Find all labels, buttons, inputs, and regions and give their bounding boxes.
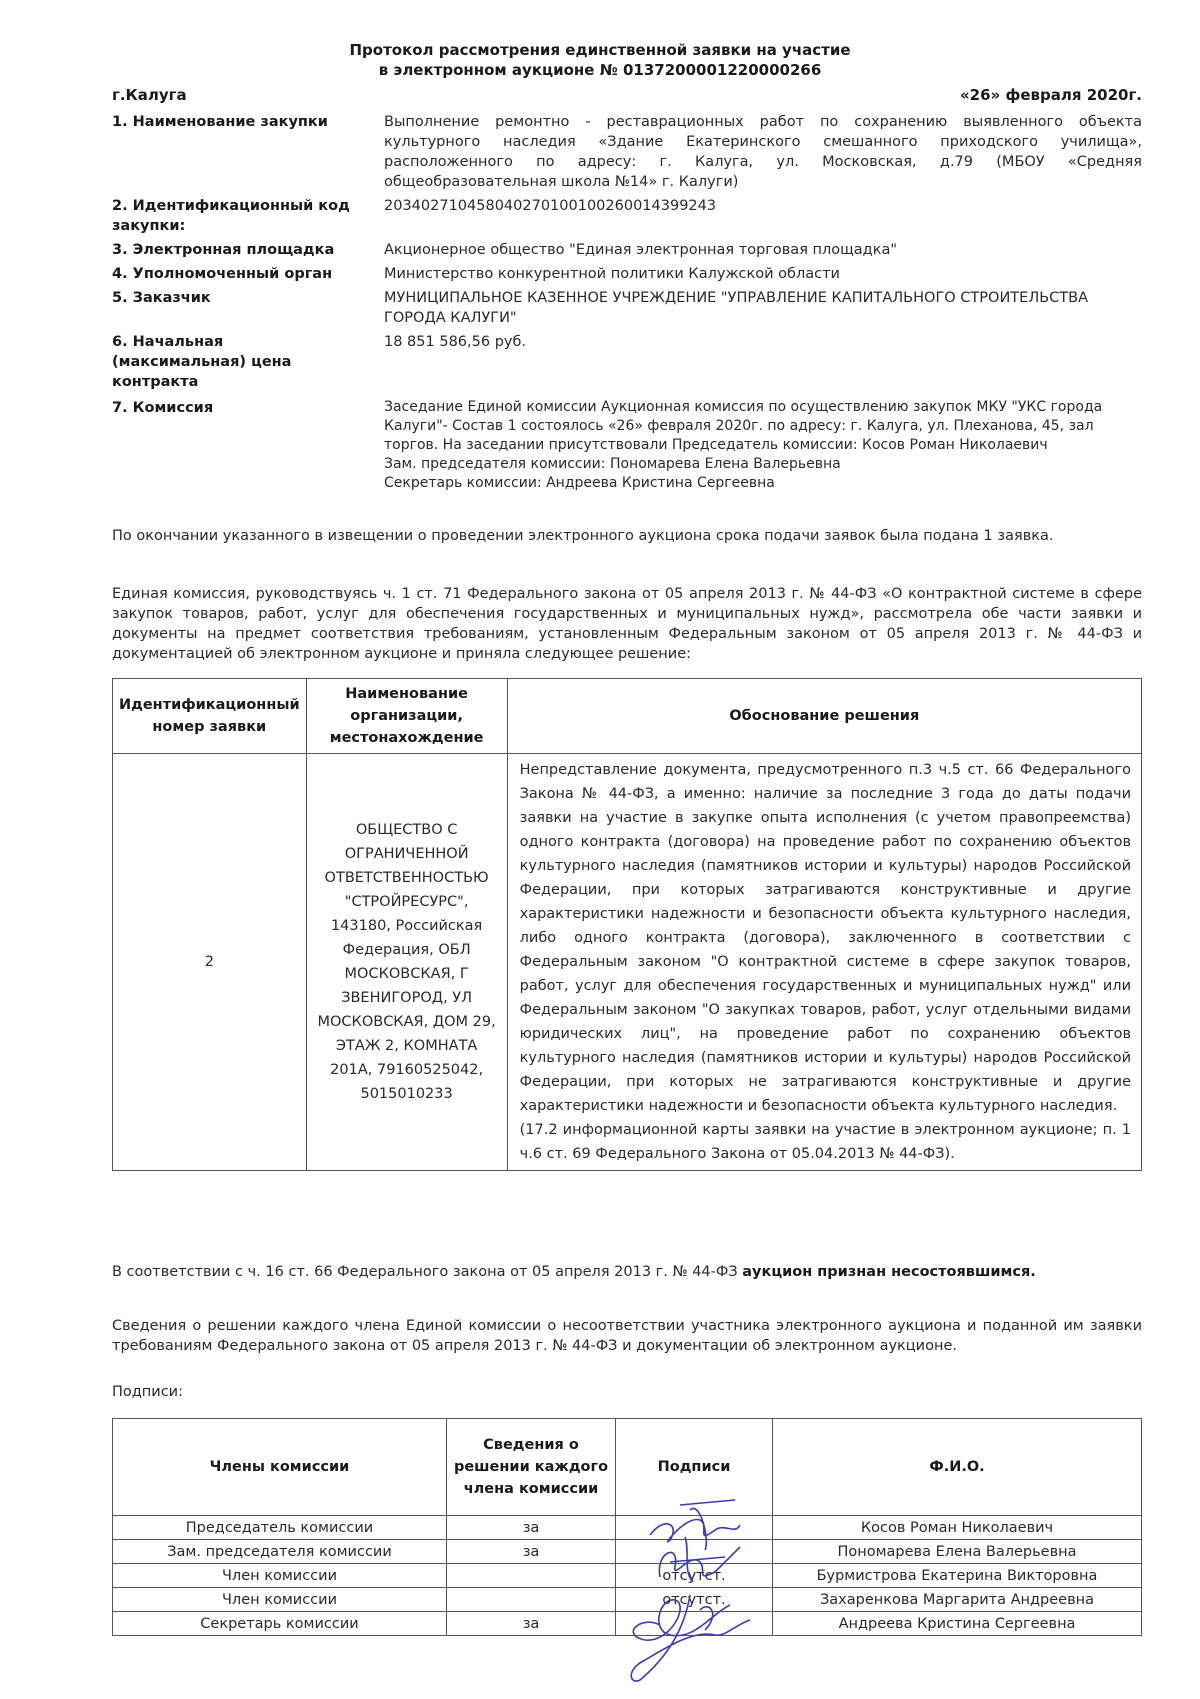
field-value [384, 264, 1142, 284]
field-label: 1. Наименование закупки [112, 114, 328, 130]
column-header-members: Члены комиссии [113, 1419, 447, 1516]
column-header-decision: Сведения о решении каждого члена комиссии [447, 1419, 616, 1516]
field-commission [112, 398, 1142, 493]
field-value [384, 240, 1142, 260]
field-label: 4. Уполномоченный орган [112, 266, 333, 282]
table-row [113, 1516, 1142, 1540]
field-value [384, 196, 1142, 236]
field-value-line: 203402710458040270100100260014399243 [384, 198, 717, 214]
member-signature: отсутст. [616, 1564, 773, 1588]
column-header-reason: Обоснование решения [507, 679, 1141, 754]
member-role: Зам. председателя комиссии [113, 1540, 447, 1564]
reason-reference: (17.2 информационной карты заявки на участие в электронном аукционе; п. 1 ч.6 ст. 69 Федерального Закона от 05.04.2013 № 44-ФЗ). [519, 1122, 1131, 1162]
city: г.Калуга [112, 86, 187, 104]
signatures-table [112, 1418, 1142, 1636]
field-value-line: Зам. председателя комиссии: Пономарева Елена Валерьевна [384, 456, 841, 472]
field-value [384, 332, 1142, 392]
member-decision: за [447, 1516, 616, 1540]
member-role: Член комиссии [113, 1564, 447, 1588]
member-decision: за [447, 1540, 616, 1564]
member-signature [616, 1516, 773, 1540]
member-name: Захаренкова Маргарита Андреевна [773, 1588, 1142, 1612]
field-label: 2. Идентификационный код закупки: [112, 198, 350, 234]
field-value [384, 288, 1142, 328]
field-value-line: МУНИЦИПАЛЬНОЕ КАЗЕННОЕ УЧРЕЖДЕНИЕ "УПРАВЛЕНИЕ КАПИТАЛЬНОГО СТРОИТЕЛЬСТВА ГОРОДА КАЛУГИ" [384, 290, 1089, 326]
reason-text: Непредставление документа, предусмотренного п.3 ч.5 ст. 66 Федерального Закона № 44-ФЗ, а именно: наличие за последние 3 года до даты подачи заявки на участие в закупке опыта исполнения (с учетом правопреемства) одного контракта (договора) на проведение работ по сохранению объектов культурного наследия (памятников истории и культуры) народов Российской Федерации, при которых затрагиваются конструктивные и другие характеристики надежности и безопасности объекта культурного наследия, либо одного контракта (договора), заключенного в соответствии с Федеральным законом "О контрактной системе в сфере закупок товаров, работ, услуг для обеспечения государственных и муниципальных нужд" или Федеральным законом "О закупках товаров, работ, услуг отдельными видами юридических лиц", на проведение работ по сохранению объектов культурного наследия (памятников истории и культуры) народов Российской Федерации, при которых не затрагиваются конструктивные и другие характеристики надежности и безопасности объекта культурного наследия. [519, 762, 1131, 1114]
document-title [0, 40, 1200, 80]
field-authorized-body [112, 264, 1142, 284]
field-label: 5. Заказчик [112, 290, 211, 306]
member-signature [616, 1612, 773, 1636]
member-role: Член комиссии [113, 1588, 447, 1612]
decision-reason [507, 754, 1141, 1171]
field-value [384, 398, 1142, 493]
organization-name: ОБЩЕСТВО С ОГРАНИЧЕННОЙ ОТВЕТСТВЕННОСТЬЮ "СТРОЙРЕСУРС", 143180, Российская Федерация, ОБЛ МОСКОВСКАЯ, Г ЗВЕНИГОРОД, УЛ МОСКОВСКАЯ, ДОМ 29, ЭТАЖ 2, КОМНАТА 201А, 79160525042, 5015010233 [306, 754, 507, 1171]
column-header-signatures: Подписи [616, 1419, 773, 1516]
field-electronic-platform [112, 240, 1142, 260]
application-id: 2 [113, 754, 307, 1171]
signatures-label: Подписи: [112, 1384, 183, 1400]
member-name: Андреева Кристина Сергеевна [773, 1612, 1142, 1636]
member-name: Бурмистрова Екатерина Викторовна [773, 1564, 1142, 1588]
result-paragraph [112, 1262, 1142, 1282]
field-value [384, 112, 1142, 192]
table-row [113, 1540, 1142, 1564]
field-identification-code [112, 196, 1142, 236]
field-customer [112, 288, 1142, 328]
member-decision [447, 1564, 616, 1588]
column-header-organization: Наименование организации, местонахождение [306, 679, 507, 754]
member-name: Пономарева Елена Валерьевна [773, 1540, 1142, 1564]
table-row [113, 754, 1142, 1171]
column-header-application-id: Идентификационный номер заявки [113, 679, 307, 754]
members-info-paragraph: Сведения о решении каждого члена Единой комиссии о несоответствии участника электронного аукциона и поданной им заявки требованиям Федерального закона от 05 апреля 2013 г. № 44-ФЗ и документации об электронном аукционе. [112, 1318, 1142, 1354]
field-value-line: Акционерное общество "Единая электронная торговая площадка" [384, 242, 898, 258]
member-name: Косов Роман Николаевич [773, 1516, 1142, 1540]
field-value-line: Выполнение ремонтно - реставрационных работ по сохранению выявленного объекта культурного наследия «Здание Екатеринского смешанного приходского училища», расположенного по адресу: г. Калуга, ул. Московская, д.79 (МБОУ «Средняя общеобразовательная школа №14» г. Калуги) [384, 114, 1142, 190]
field-label: 3. Электронная площадка [112, 242, 335, 258]
column-header-full-name: Ф.И.О. [773, 1419, 1142, 1516]
procurement-fields [112, 112, 1142, 497]
document-date: «26» февраля 2020г. [959, 86, 1142, 104]
result-text: В соответствии с ч. 16 ст. 66 Федерального закона от 05 апреля 2013 г. № 44-ФЗ [112, 1264, 743, 1280]
member-role: Секретарь комиссии [113, 1612, 447, 1636]
field-procurement-name [112, 112, 1142, 192]
field-value-line: 18 851 586,56 руб. [384, 334, 527, 350]
result-verdict: аукцион признан несостоявшимся. [742, 1264, 1036, 1280]
member-role: Председатель комиссии [113, 1516, 447, 1540]
decision-table [112, 678, 1142, 1171]
field-label: 6. Начальная (максимальная) цена контракта [112, 334, 292, 390]
member-decision: за [447, 1612, 616, 1636]
decision-table-header [113, 679, 1142, 754]
field-initial-price [112, 332, 1142, 392]
field-value-line: Заседание Единой комиссии Аукционная комиссия по осуществлению закупок МКУ "УКС города Калуги"- Состав 1 состоялось «26» февраля 2020г. по адресу: г. Калуга, ул. Плеханова, 45, зал торгов. На заседании присутствовали Председатель комиссии: Косов Роман Николаевич [384, 399, 1103, 453]
title-line-1: Протокол рассмотрения единственной заявки на участие [349, 41, 851, 59]
title-line-2: в электронном аукционе № 0137200001220000266 [378, 61, 822, 79]
member-signature [616, 1540, 773, 1564]
table-row [113, 1612, 1142, 1636]
field-value-line: Министерство конкурентной политики Калужской области [384, 266, 840, 282]
commission-decision-paragraph: Единая комиссия, руководствуясь ч. 1 ст. 71 Федерального закона от 05 апреля 2013 г. № 44-ФЗ «О контрактной системе в сфере закупок товаров, работ, услуг для обеспечения государственных и муниципальных нужд», рассмотрела обе части заявки и документы на предмет соответствия требованиям, установленным Федеральным законом от 05 апреля 2013 г. № 44-ФЗ и документацией об электронном аукционе и приняла следующее решение: [112, 586, 1142, 662]
table-row [113, 1588, 1142, 1612]
signatures-table-header [113, 1419, 1142, 1516]
field-label: 7. Комиссия [112, 400, 214, 416]
table-row [113, 1564, 1142, 1588]
submission-paragraph: По окончании указанного в извещении о проведении электронного аукциона срока подачи заявок была подана 1 заявка. [112, 528, 1054, 544]
member-signature: отсутст. [616, 1588, 773, 1612]
field-value-line: Секретарь комиссии: Андреева Кристина Сергеевна [384, 475, 775, 491]
member-decision [447, 1588, 616, 1612]
